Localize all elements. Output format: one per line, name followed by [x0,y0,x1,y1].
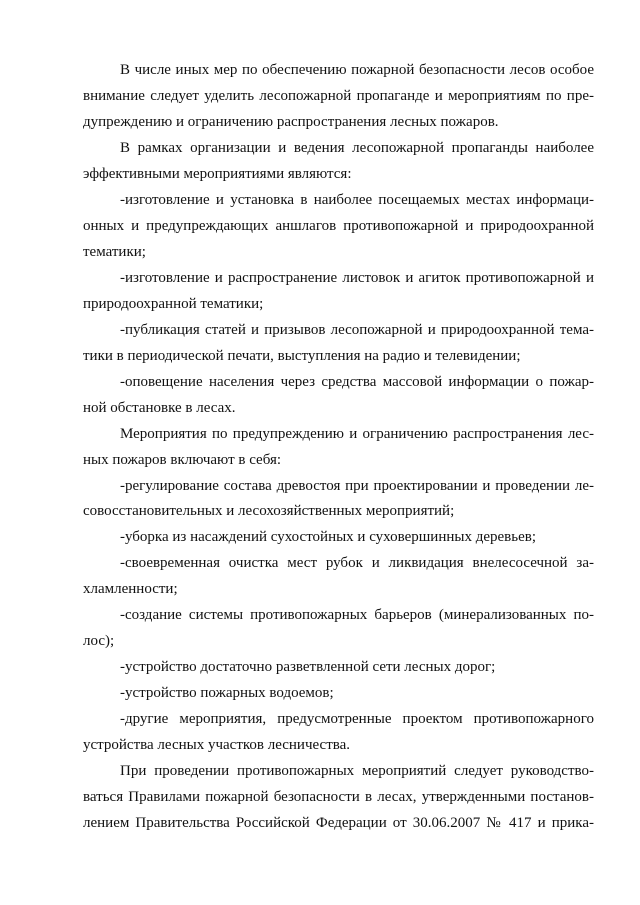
text-line: -оповещение населения через средства массовой информации о пожар- [120,373,594,390]
text-line: хламленности; [83,581,178,598]
text-line: -изготовление и распространение листовок и агиток противопожарной и [120,269,594,286]
text-line: -уборка из насаждений сухостойных и суховершинных деревьев; [120,529,536,546]
text-line: -публикация статей и призывов лесопожарной и природоохранной тема- [120,321,594,338]
text-line: лением Правительства Российской Федерации от 30.06.2007 № 417 и прика- [83,815,594,832]
text-line: тики в периодической печати, выступления на радио и телевидении; [83,347,521,364]
text-line: -устройство достаточно разветвленной сети лесных дорог; [120,659,496,676]
text-line: -устройство пожарных водоемов; [120,685,334,702]
text-line: -создание системы противопожарных барьеров (минерализованных по- [120,607,594,624]
text-line: эффективными мероприятиями являются: [83,165,352,182]
text-line: онных и предупреждающих аншлагов противопожарной и природоохранной [83,217,594,234]
text-line: -другие мероприятия, предусмотренные проектом противопожарного [120,711,594,728]
text-line: дупреждению и ограничению распространения лесных пожаров. [83,113,499,130]
text-line: природоохранной тематики; [83,295,264,312]
text-line: лос); [83,633,115,650]
text-line: В числе иных мер по обеспечению пожарной безопасности лесов особое [120,62,594,78]
text-line: ваться Правилами пожарной безопасности в лесах, утвержденными постанов- [83,789,594,806]
text-line: -своевременная очистка мест рубок и ликвидация внелесосечной за- [120,555,594,572]
body-text [83,58,594,837]
text-line: Мероприятия по предупреждению и ограничению распространения лес- [120,425,594,442]
text-line: тематики; [83,243,146,260]
text-line: совосстановительных и лесохозяйственных мероприятий; [83,503,455,520]
text-line: ной обстановке в лесах. [83,399,236,416]
text-line: -изготовление и установка в наиболее посещаемых местах информаци- [120,191,594,208]
text-line: устройства лесных участков лесничества. [83,737,351,754]
text-line: ных пожаров включают в себя: [83,451,282,468]
text-line: В рамках организации и ведения лесопожарной пропаганды наиболее [120,139,594,156]
text-line: При проведении противопожарных мероприятий следует руководство- [120,763,594,780]
text-line: внимание следует уделить лесопожарной пропаганде и мероприятиям по пре- [83,87,594,104]
text-line: -регулирование состава древостоя при проектировании и проведении ле- [120,477,594,494]
